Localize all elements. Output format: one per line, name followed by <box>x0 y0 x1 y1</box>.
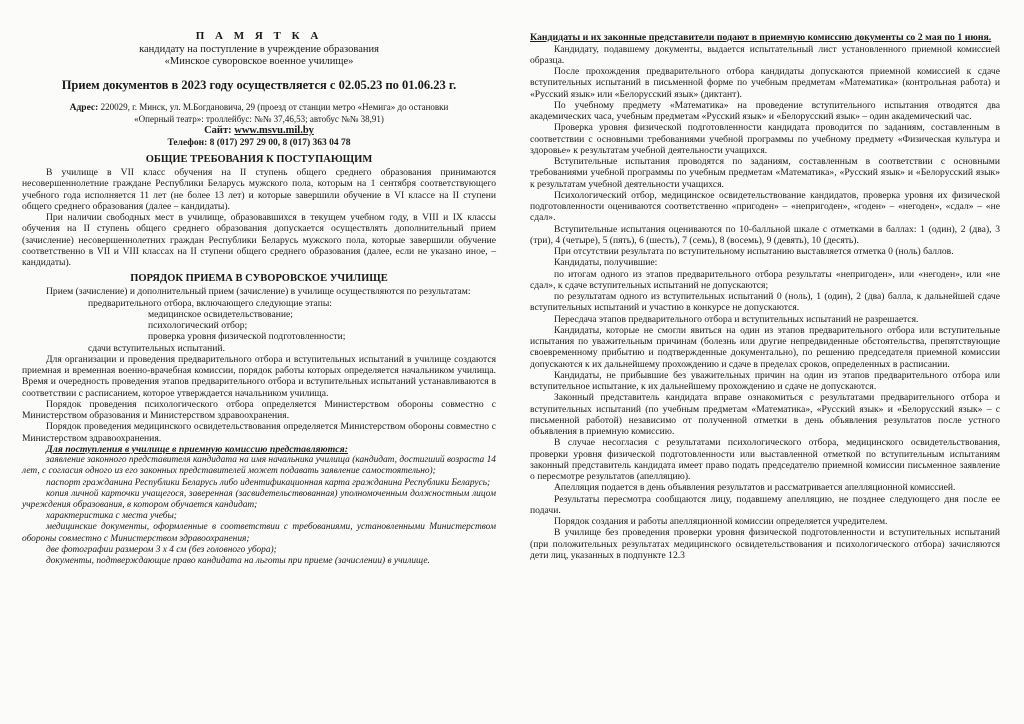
paragraph-test-sheet: Кандидату, подавшему документы, выдается испытательный лист установленного приемной комиссией образца. <box>530 43 1000 66</box>
paragraph-no-retake: Пересдача этапов предварительного отбора и вступительных испытаний не разрешается. <box>554 313 919 325</box>
phone-numbers: 8 (017) 297 29 00, 8 (017) 363 04 78 <box>207 138 351 148</box>
paragraph-not-admitted-stage: по итогам одного из этапов предварительного отбора результаты «непригоден», или «негоден», или «не сдал», к сдаче вступительных испытаний не допускаются; <box>530 268 1000 291</box>
phone-line <box>22 137 496 149</box>
website-link[interactable]: www.msvu.mil.by <box>234 125 314 136</box>
paragraph-appeal-result: Результаты пересмотра сообщаются лицу, подавшему апелляцию, не позднее следующего дня после ее подачи. <box>530 493 1000 516</box>
document-item: паспорт гражданина Республики Беларусь либо идентификационная карта гражданина Республики Беларусь; <box>46 477 491 488</box>
right-column <box>530 32 1000 561</box>
stage-item: предварительного отбора, включающего следующие этапы: <box>88 297 332 309</box>
paragraph-exam-tasks: Вступительные испытания проводятся по заданиям, составленным в соответствии с основными требованиями учебной программы по учебным предметам «Математика», «Русский язык» и «Белорусский язык» к результатам учебной деятельности учащихся. <box>530 156 1000 190</box>
address-label: Адрес: <box>69 103 99 113</box>
document-item: заявление законного представителя кандидата на имя начальника училища (кандидат, достигший возраста 14 лет, с согласия одного из его законных представителей может подавать заявление самостоятельно); <box>22 455 496 477</box>
paragraph-candidates-received: Кандидаты, получившие: <box>554 257 658 269</box>
paragraph-order-intro: Прием (зачисление) и дополнительный прием (зачисление) в училище осуществляются по результатам: <box>46 286 471 298</box>
website-label: Сайт: <box>204 125 235 136</box>
paragraph-no-show: Кандидаты, не прибывшие без уважительных причин на один из этапов предварительного отбора или вступительное испытание, к их дальнейшему прохождению и сдаче не допускаются. <box>530 369 1000 392</box>
paragraph-exams-admission: После прохождения предварительного отбора кандидаты допускаются приемной комиссией к сдаче вступительных испытаний в письменной форме по учебным предметам «Математика» (контрольная работа) и «Русский язык» или «Белорусский язык» (диктант). <box>530 66 1000 100</box>
document-item: документы, подтверждающие право кандидата на льготы при приеме (зачислении) в училище. <box>46 556 430 567</box>
paragraph-evaluation: Психологический отбор, медицинское освидетельствование кандидатов, проверка уровня их физической подготовленности оцениваются соответственно «пригоден» – «непригоден», «годен» – «негоден», «сдал» – «не сдал». <box>530 189 1000 224</box>
admission-dates: Прием документов в 2023 году осуществляется с 02.05.23 по 01.06.23 г. <box>61 78 457 92</box>
document-item: копия личной карточки учащегося, заверенная (засвидетельствованная) уполномоченным должностным лицом учреждения образования, в котором обучается кандидат; <box>22 488 496 511</box>
paragraph-psych-order: Порядок проведения психологического отбора определяется Министерством обороны совместно с Министерством образования и Министерством здравоохранения. <box>22 398 496 421</box>
document-item: медицинские документы, оформленные в соответствии с требованиями, установленными Министерством обороны совместно с Министерством здравоохранения; <box>22 522 496 544</box>
stage-item: проверка уровня физической подготовленности; <box>148 331 346 343</box>
left-column <box>22 24 496 567</box>
address-text-1: 220029, г. Минск, ул. М.Богдановича, 29 (проезд от станции метро «Немига» до остановки <box>98 102 449 112</box>
memo-subtitle-1: кандидату на поступление в учреждение образования <box>139 44 379 55</box>
stage-item: медицинское освидетельствование; <box>148 308 293 320</box>
paragraph-valid-reasons: Кандидаты, которые не смогли явиться на один из этапов предварительного отбора или вступительные испытания по уважительным причинам (болезнь или другие непредвиденные обстоятельства, препятствующие своевременному прибытию и подтвержденные документально), по решению председателя приемной комиссии допускаются к их дальнейшему прохождению и сдаче в пределах сроков, определенных в расписании. <box>530 324 1000 370</box>
paragraph-not-admitted-score: по результатам одного из вступительных испытаний 0 (ноль), 1 (один), 2 (два) балла, к дальнейшей сдаче вступительных испытаний и участию в конкурсе не допускаются. <box>530 291 1000 314</box>
paragraph-zero-score: При отсутствии результата по вступительному испытанию выставляется отметка 0 (ноль) баллов. <box>554 246 954 257</box>
paragraph-general-1: В училище в VII класс обучения на II ступень общего среднего образования принимаются несовершеннолетние граждане Республики Беларусь мужского пола, которым на 1 сентября соответствующего учебного года исполняется 11 лет (не более 13 лет) и которые завершили обучение в VI классе на II ступени общего среднего образования (далее – кандидаты). <box>22 167 496 212</box>
memo-subtitle-2: «Минское суворовское военное училище» <box>164 56 354 67</box>
paragraph-appeal-commission: Порядок создания и работы апелляционной комиссии определяется учредителем. <box>554 516 888 527</box>
memo-title: П А М Я Т К А <box>195 30 323 42</box>
document-item: характеристика с места учебы; <box>46 511 177 522</box>
address-line-1 <box>22 102 496 114</box>
paragraph-grading-scale: Вступительные испытания оцениваются по 10-балльной шкале с отметками в баллах: 1 (один), 2 (два), 3 (три), 4 (четыре), 5 (пять), 6 (шесть), 7 (семь), 8 (восемь), 9 (девять), 10 (десять). <box>530 223 1000 246</box>
general-requirements-heading: ОБЩИЕ ТРЕБОВАНИЯ К ПОСТУПАЮЩИМ <box>145 154 373 165</box>
paragraph-medical-order: Порядок проведения медицинского освидетельствования определяется Министерством обороны совместно с Министерством здравоохранения. <box>22 421 496 444</box>
paragraph-physical-check: Проверка уровня физической подготовленности кандидата проводится по заданиям, составленным в соответствии с основными требованиями учебной программы по учебному предмету «Физическая культура и здоровье» к результатам учебной деятельности учащихся. <box>530 122 1000 156</box>
document-item: две фотографии размером 3 х 4 см (без головного убора); <box>46 544 277 555</box>
website-line <box>22 125 496 137</box>
address-line-2: «Оперный театр»: троллейбус: №№ 37,46,53; автобус №№ 38,91) <box>134 114 384 124</box>
documents-heading: Для поступления в училище в приемную комиссию представляются: <box>46 443 348 455</box>
stage-item: сдачи вступительных испытаний. <box>88 342 225 354</box>
stage-item: психологический отбор; <box>148 320 248 331</box>
paragraph-exam-hours: По учебному предмету «Математика» на проведение вступительного испытания отводятся два академических часа, учебным предметам «Русский язык» и «Белорусский язык» – один академический час. <box>530 99 1000 122</box>
paragraph-enrollment-without-exams: В училище без проведения проверки уровня физической подготовленности и вступительных испытаний (при положительных результатах медицинского освидетельствования и психологического отбора) зачисляются дети лиц, указанных в подпункте 12.3 <box>530 527 1000 561</box>
paragraph-appeal-filing: Апелляция подается в день объявления результатов и рассматривается апелляционной комиссией. <box>554 482 956 494</box>
paragraph-general-2: При наличии свободных мест в училище, образовавшихся в текущем учебном году, в VIII и IX классы обучения на II ступень общего среднего образования допускается осуществлять дополнительный прием (зачисление) несовершеннолетних граждан Республики Беларусь мужского пола, которые завершили обучение соответственно в VII и VIII классах на II ступени общего среднего образования (далее, если не указано иное, – кандидаты). <box>22 212 496 268</box>
phone-label: Телефон: <box>167 138 208 148</box>
paragraph-appeal-right: В случае несогласия с результатами психологического отбора, медицинского освидетельствования, проверки уровня физической подготовленности или выставленной отметкой по вступительным испытаниям законный представитель кандидата имеет право подать председателю приемной комиссии письменное заявление о пересмотре результатов (апелляцию). <box>530 437 1000 482</box>
submission-period-heading: Кандидаты и их законные представители подают в приемную комиссию документы со 2 мая по 1 июня. <box>530 32 992 43</box>
paragraph-commissions: Для организации и проведения предварительного отбора и вступительных испытаний в училище создаются приемная и временная военно-врачебная комиссии, порядок работы которых определяется начальником училища. Время и очередность проведения этапов предварительного отбора и вступительных испытаний устанавливаются в соответствии с расписанием, которое утверждается начальником училища. <box>22 353 496 399</box>
admission-order-heading: ПОРЯДОК ПРИЕМА В СУВОРОВСКОЕ УЧИЛИЩЕ <box>130 273 388 285</box>
paragraph-review-results: Законный представитель кандидата вправе ознакомиться с результатами предварительного отбора и вступительных испытаний (по учебным предметам «Математика», «Русский язык» и «Белорусский язык» – с письменной работой) независимо от полученной отметки в день объявления результатов после устного объявления в приемную комиссию. <box>530 392 1000 437</box>
